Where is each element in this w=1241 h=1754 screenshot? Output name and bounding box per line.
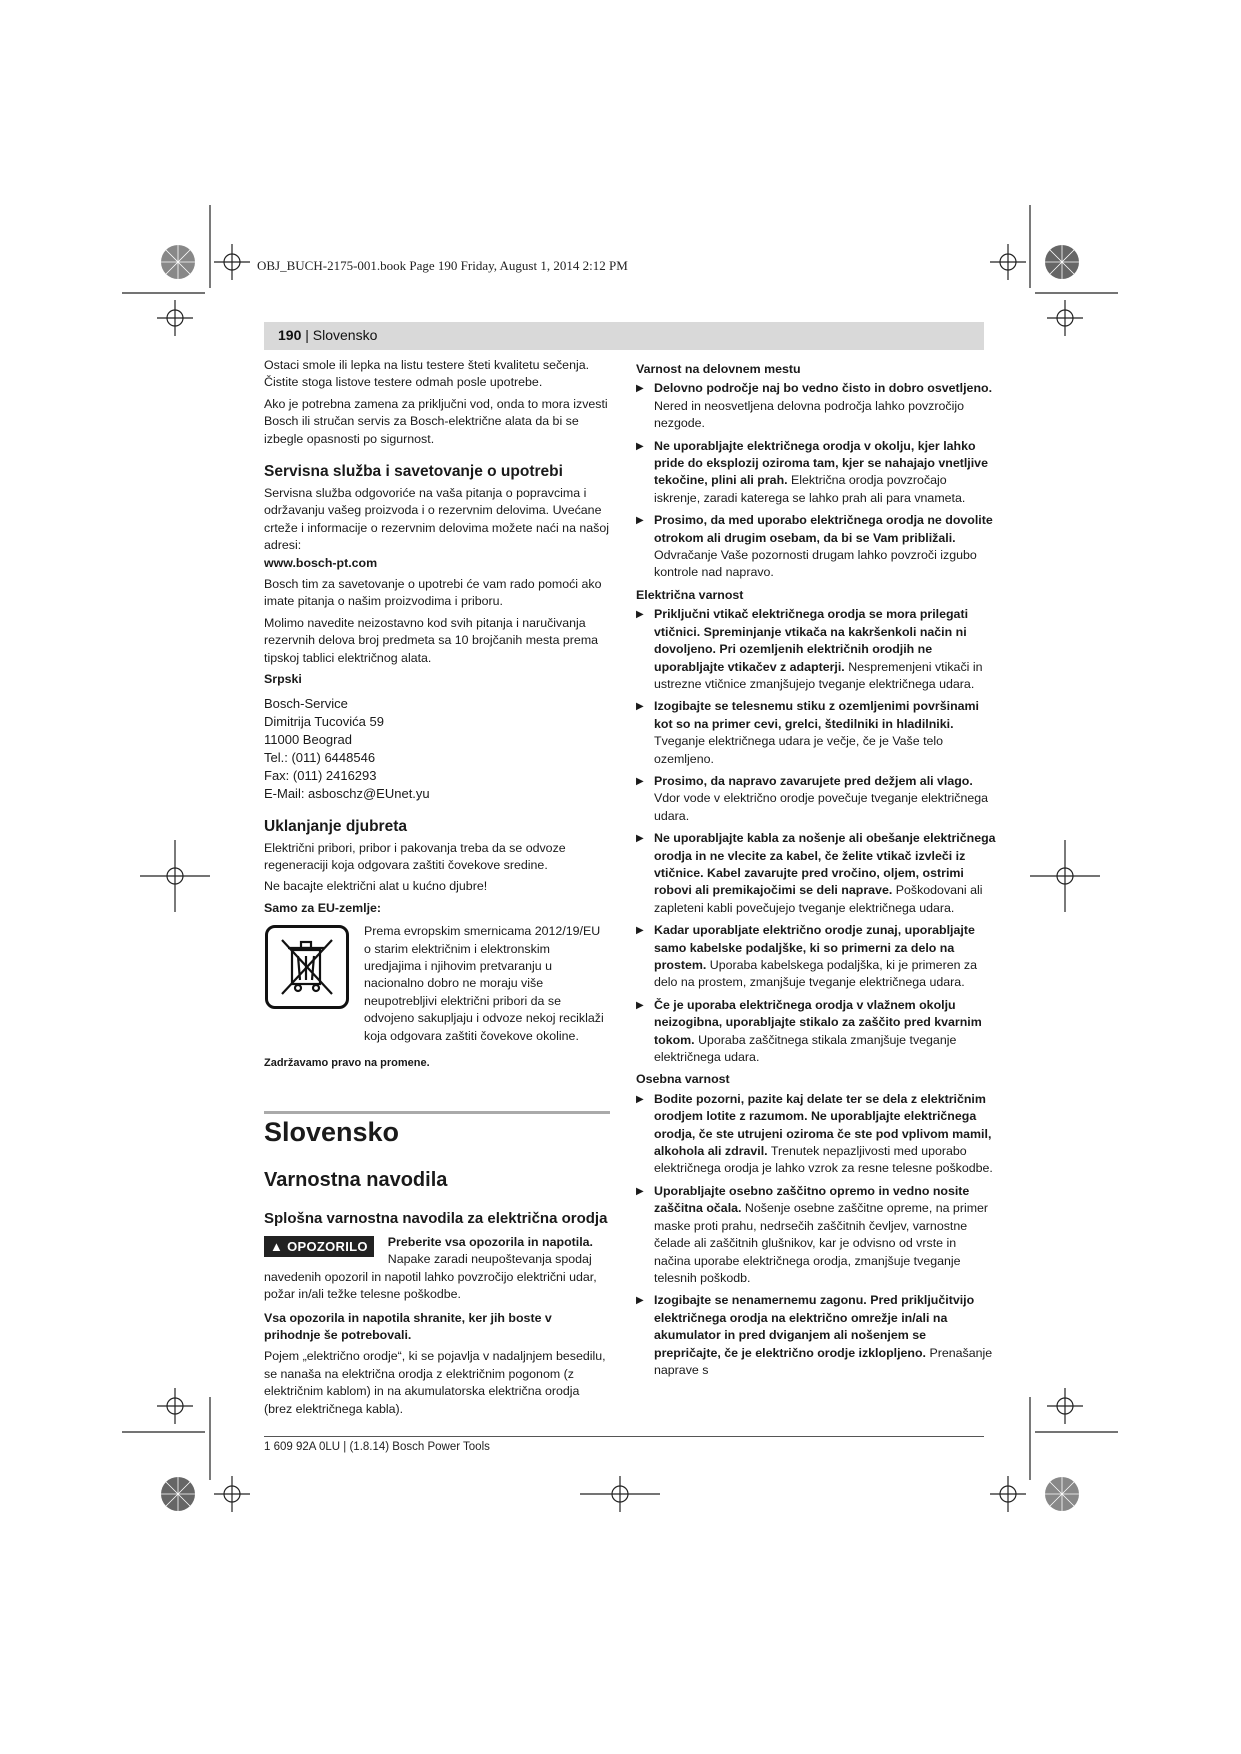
item-bold: Izogibajte se telesnemu stiku z ozemljenimi površinami kot so na primer cevi, grelci, štedilniki in hladilniki. [654, 699, 980, 731]
footer-rule [264, 1436, 984, 1437]
intro-paragraph-1: Ostaci smole ili lepka na listu testere šteti kvalitetu sečenja. Čistite stoga listove testere odmah posle upotrebe. [264, 358, 590, 390]
list-item [636, 922, 996, 992]
intro-paragraph-2: Ako je potrebna zamena za priključni vod, onda to mora izvesti Bosch ili stručan servis za Bosch-električne alata da bi se izbegle opasnosti po sigurnost. [264, 396, 608, 446]
work-area-heading: Varnost na delovnem mestu [636, 362, 801, 376]
item-text: Nespremenjeni vtikači in ustrezne vtičnice zmanjšujejo tveganje električnega udara. [654, 659, 983, 691]
list-item [636, 438, 996, 508]
list-item [636, 698, 996, 768]
item-text: Tveganje električnega udara je večje, če je Vaše telo ozemljeno. [654, 734, 944, 766]
general-safety-heading: Splošna varnostna navodila za električna orodja [264, 1210, 608, 1227]
list-item [636, 606, 996, 693]
eu-text: Prema evropskim smernicama 2012/19/EU o starim električnim i elektronskim uredjajima i njihovim pretvaranju u nacionalno dobro ne moraju više neupotrebljivi električni pribori da se odvojeno sakupljaju i odvoze nekoj reciklaži koja odgovara zaštiti čovekove okoline. [364, 924, 604, 1043]
service-paragraph-2: Bosch tim za savetovanje o upotrebi će vam rado pomoći ako imate pitanja o našim proizvodima i priboru. [264, 577, 602, 609]
item-bold: Priključni vtikač električnega orodja se mora prilegati vtičnici. Spreminjanje vtikača na kakršenkoli način ni dovoljeno. Pri ozemljenih električnih orodjih ne uporabljajte vtikačev z adapterji. [654, 607, 969, 674]
bullet-arrow-icon: ▶ [636, 701, 644, 713]
list-item [636, 830, 996, 917]
bullet-arrow-icon: ▶ [636, 775, 644, 787]
item-text: Odvračanje Vaše pozornosti drugam lahko povzroči izgubo kontrole nad napravo. [654, 548, 977, 580]
item-text: Nered in neosvetljena delovna področja lahko povzročijo nezgode. [654, 398, 964, 431]
item-text: Vdor vode v električno orodje povečuje tveganje električnega udara. [654, 791, 989, 823]
service-heading: Servisna služba i savetovanje o upotrebi [264, 463, 563, 481]
list-item [636, 997, 996, 1067]
item-text: Prenašanje naprave s [654, 1345, 993, 1377]
item-text: Trenutek nepazljivosti med uporabo električnega orodja je lahko vzrok za resne telesne poškodbe. [654, 1144, 993, 1176]
bullet-arrow-icon: ▶ [636, 383, 644, 395]
list-item [636, 1091, 996, 1178]
address-line: Tel.: (011) 6448546 [264, 749, 376, 765]
item-text: Uporaba kabelskega podaljška, ki je primeren za delo na prostem, zmanjšuje tveganje električnega udara. [654, 958, 978, 990]
disposal-heading: Uklanjanje djubreta [264, 817, 407, 835]
item-bold: Bodite pozorni, pazite kaj delate ter se dela z električnim orodjem lotite z razumom. Ne uporabljajte električnega orodja, če ste utrujeni oziroma če ste pod vplivom mamil, alkohola ali zdravil. [654, 1091, 992, 1159]
service-url[interactable]: www.bosch-pt.com [264, 555, 378, 570]
list-item [636, 1292, 996, 1379]
item-text: Nošenje osebne zaščitne opreme, na primer maske proti prahu, nedrsečih zaščitnih čevljev, varnostne čelade ali zaščitnih glušnikov, kar je odvisno od vrste in načina uporabe električnega orodja, zmanjšuje tveganje telesnih poškodb. [654, 1201, 989, 1285]
item-bold: Delovno področje naj bo vedno čisto in dobro osvetljeno. [654, 381, 993, 396]
bullet-arrow-icon: ▶ [636, 1185, 644, 1197]
item-text: Električna orodja povzročajo iskrenje, zaradi katerega se lahko prah ali para vnameta. [654, 473, 966, 505]
address-line: E-Mail: asboschz@EUnet.yu [264, 785, 430, 801]
item-bold: Kadar uporabljate električno orodje zunaj, uporabljajte samo kabelske podaljške, ki so primerni za delo na prostem. [654, 923, 975, 972]
page-footer: 1 609 92A 0LU | (1.8.14) Bosch Power Tools [264, 1441, 490, 1453]
warning-badge [264, 1236, 374, 1257]
list-item [636, 380, 996, 432]
warning-bold: Preberite vsa opozorila in napotila. [387, 1235, 593, 1249]
personal-heading: Osebna varnost [636, 1072, 730, 1087]
page-number: 190 [278, 327, 302, 343]
header-separator: | [301, 327, 313, 343]
bullet-arrow-icon: ▶ [636, 1093, 644, 1105]
country-heading: Srpski [264, 672, 302, 687]
item-text: Poškodovani ali zapleteni kabli povečujejo tveganje električnega udara. [654, 883, 983, 915]
list-item [636, 512, 996, 582]
item-bold: Izogibajte se nenamernemu zagonu. Pred priključitvijo električnega orodja na električno omrežje in/ali na akumulator in pred dviganjem ali nošenjem se prepričajte, če je električno orodje izklopljeno. [654, 1293, 975, 1360]
term-definition: Pojem „električno orodje“, ki se pojavlja v nadaljnjem besedilu, se nanaša na električna orodja z električnim pogonom (z električnim kablom) in na akumulatorska električna orodja (brez električnega kabla). [264, 1349, 606, 1416]
print-slug: OBJ_BUCH-2175-001.book Page 190 Friday, August 1, 2014 2:12 PM [257, 258, 628, 273]
warning-block [264, 1234, 610, 1304]
weee-bin-icon [265, 925, 349, 1009]
list-item [636, 773, 996, 825]
service-paragraph-1: Servisna služba odgovoriće na vaša pitanja o popravcima i održavanju vašeg proizvoda i o rezervnim delovima. Uvećane crteže i informacije o rezervnim delovima možete naći na našoj adresi: [264, 486, 610, 553]
electrical-heading: Električna varnost [636, 587, 744, 602]
address-line: 11000 Beograd [264, 731, 352, 747]
bullet-arrow-icon: ▶ [636, 925, 644, 937]
item-text: Uporaba zaščitnega stikala zmanjšuje tveganje električnega udara. [654, 1032, 957, 1065]
eu-heading: Samo za EU-zemlje: [264, 900, 382, 915]
section-rule [264, 1111, 610, 1114]
address-line: Fax: (011) 2416293 [264, 767, 377, 783]
address-line: Dimitrija Tucovića 59 [264, 713, 384, 729]
bullet-arrow-icon: ▶ [636, 440, 644, 452]
page-header [278, 327, 377, 343]
disposal-paragraph-2: Ne bacajte električni alat u kućno djubre! [264, 879, 488, 894]
disposal-paragraph-1: Električni pribori, pribor i pakovanja treba da se odvoze regeneraciji koja odgovara zaštiti čovekove sredine. [264, 840, 566, 872]
service-paragraph-3: Molimo navedite neizostavno kod svih pitanja i naručivanja rezervnih delova broj predmeta sa 10 brojčanih mesta prema tipskoj tablici električnog alata. [264, 615, 599, 665]
warning-triangle-icon: ▲ [270, 1239, 288, 1254]
item-bold: Uporabljajte osebno zaščitno opremo in vedno nosite zaščitna očala. [654, 1183, 970, 1216]
warning-text: Napake zaradi neupoštevanja spodaj navedenih opozoril in napotil lahko povzročijo električni udar, požar in/ali težke telesne poškodbe. [264, 1252, 597, 1302]
bullet-arrow-icon: ▶ [636, 999, 644, 1011]
slovensko-section [264, 1116, 610, 1422]
warning-badge-label: OPOZORILO [287, 1239, 368, 1254]
bullet-arrow-icon: ▶ [636, 609, 644, 621]
item-bold: Prosimo, da napravo zavarujete pred dežjem ali vlago. [654, 773, 973, 788]
item-bold: Prosimo, da med uporabo električnega orodja ne dovolite otrokom ali drugim osebam, da bi se Vam približali. [654, 513, 993, 545]
list-item [636, 1183, 996, 1287]
header-section: Slovensko [312, 327, 378, 343]
item-bold: Če je uporaba električnega orodja v vlažnem okolju neizogibna, uporabljajte stikalo za zaščito pred kvarnim tokom. [654, 997, 982, 1047]
right-column [636, 357, 996, 1384]
bullet-arrow-icon: ▶ [636, 1295, 644, 1307]
safety-heading: Varnostna navodila [264, 1169, 448, 1191]
address-line: Bosch-Service [264, 695, 348, 711]
bullet-arrow-icon: ▶ [636, 833, 644, 845]
bullet-arrow-icon: ▶ [636, 515, 644, 527]
keep-instructions: Vsa opozorila in napotila shranite, ker jih boste v prihodnje še potrebovali. [264, 1310, 552, 1343]
reserve-note: Zadržavamo pravo na promene. [264, 1056, 430, 1069]
item-bold: Ne uporabljajte električnega orodja v okolju, kjer lahko pride do eksplozij oziroma tam, kjer se nahajajo vnetljive tekočine, plini ali prah. [654, 438, 988, 488]
service-address [264, 695, 610, 803]
language-heading: Slovensko [264, 1117, 400, 1147]
item-bold: Ne uporabljajte kabla za nošenje ali obešanje električnega orodja in ne vlecite za kabel, če želite vtikač izvleči iz vtičnice. Kabel zavarujte pred vročino, oljem, ostrimi robovi ali premikajočimi se deli naprave. [654, 831, 996, 898]
